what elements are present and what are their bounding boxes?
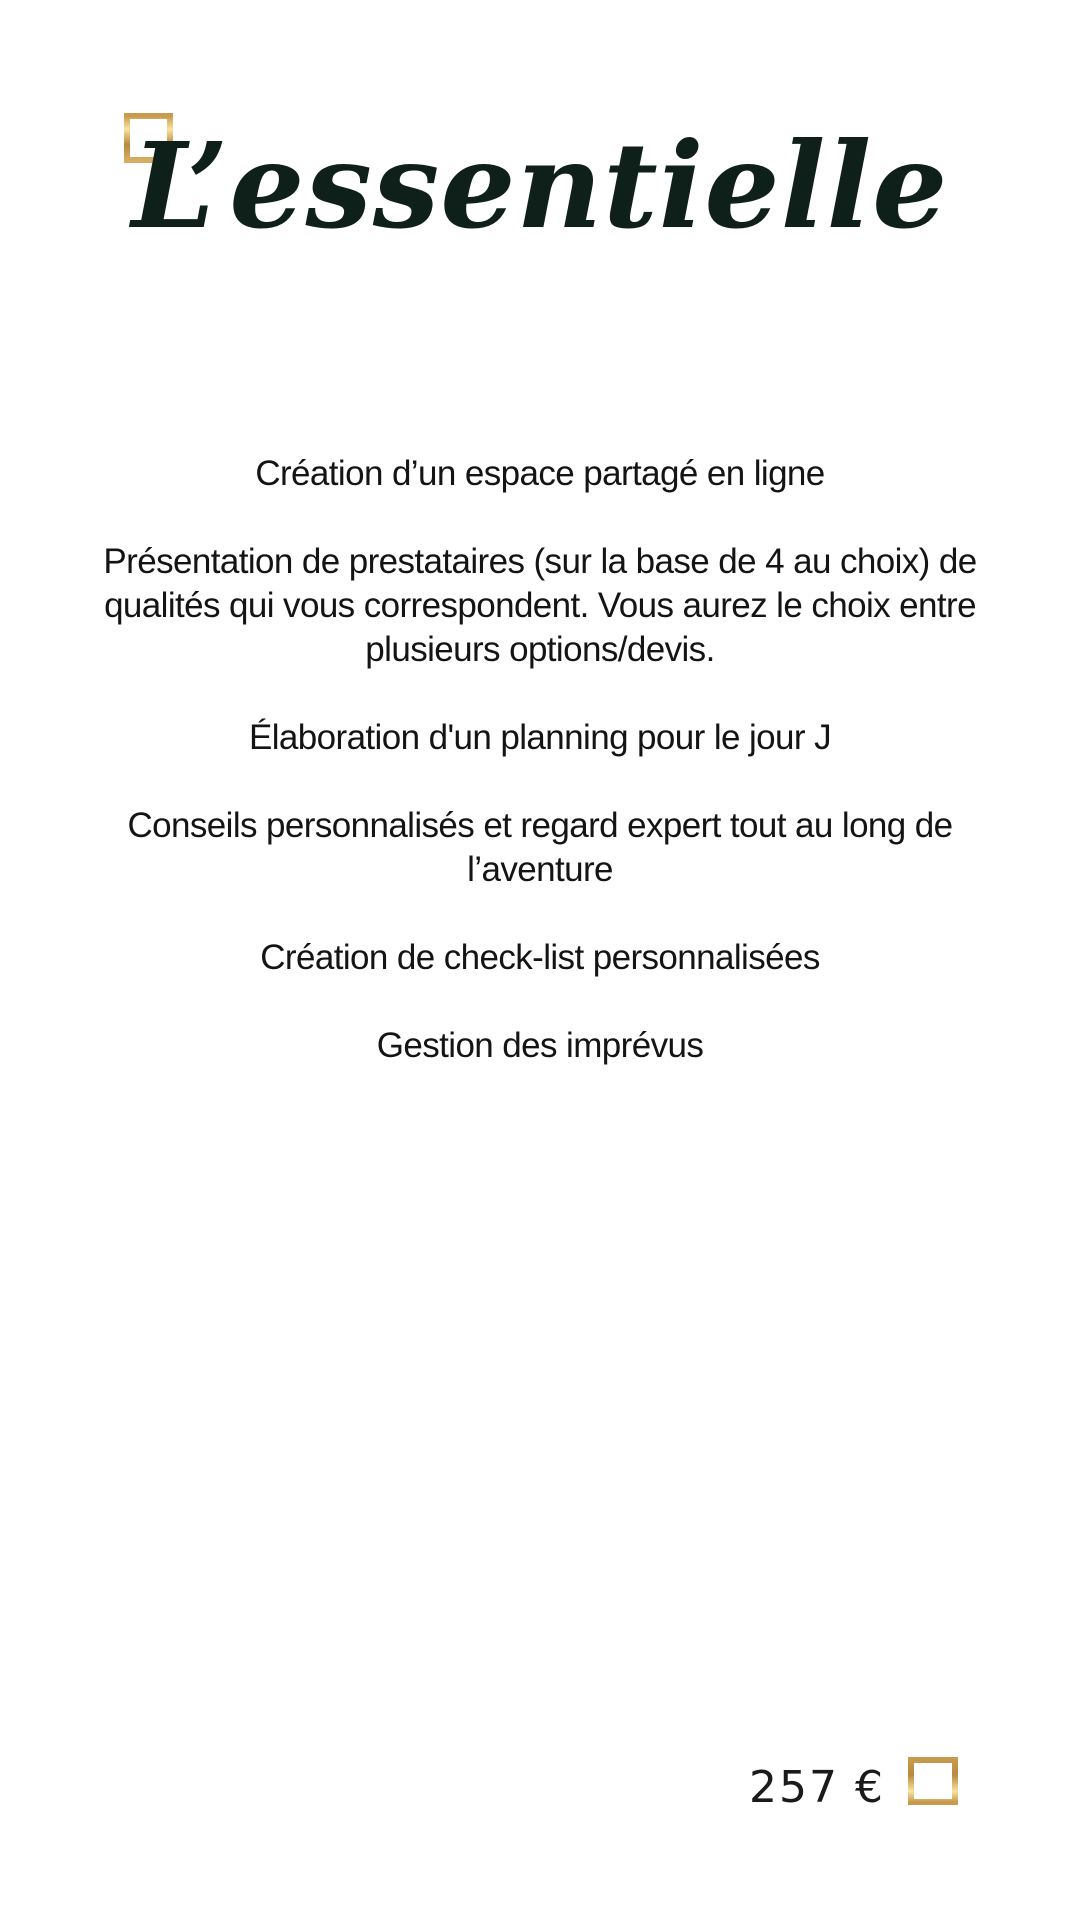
price-label: 257 € [749,1762,885,1813]
page-title: L’essentielle [131,116,949,255]
list-item: Création de check-list personnalisées [260,938,820,977]
list-item: Gestion des imprévus [376,1026,704,1065]
list-item: Élaboration d'un planning pour le jour J [249,718,831,757]
feature-list [95,452,985,1112]
list-item: Conseils personnalisés et regard expert tout au long de l’aventure [127,806,953,889]
frame-bottom-right [185,1033,1043,1888]
list-item: Création d’un espace partagé en ligne [255,454,825,493]
list-item: Présentation de prestataires (sur la base de 4 au choix) de qualités qui vous correspondent. Vous aurez le choix entre plusieurs options/devis. [103,542,977,669]
